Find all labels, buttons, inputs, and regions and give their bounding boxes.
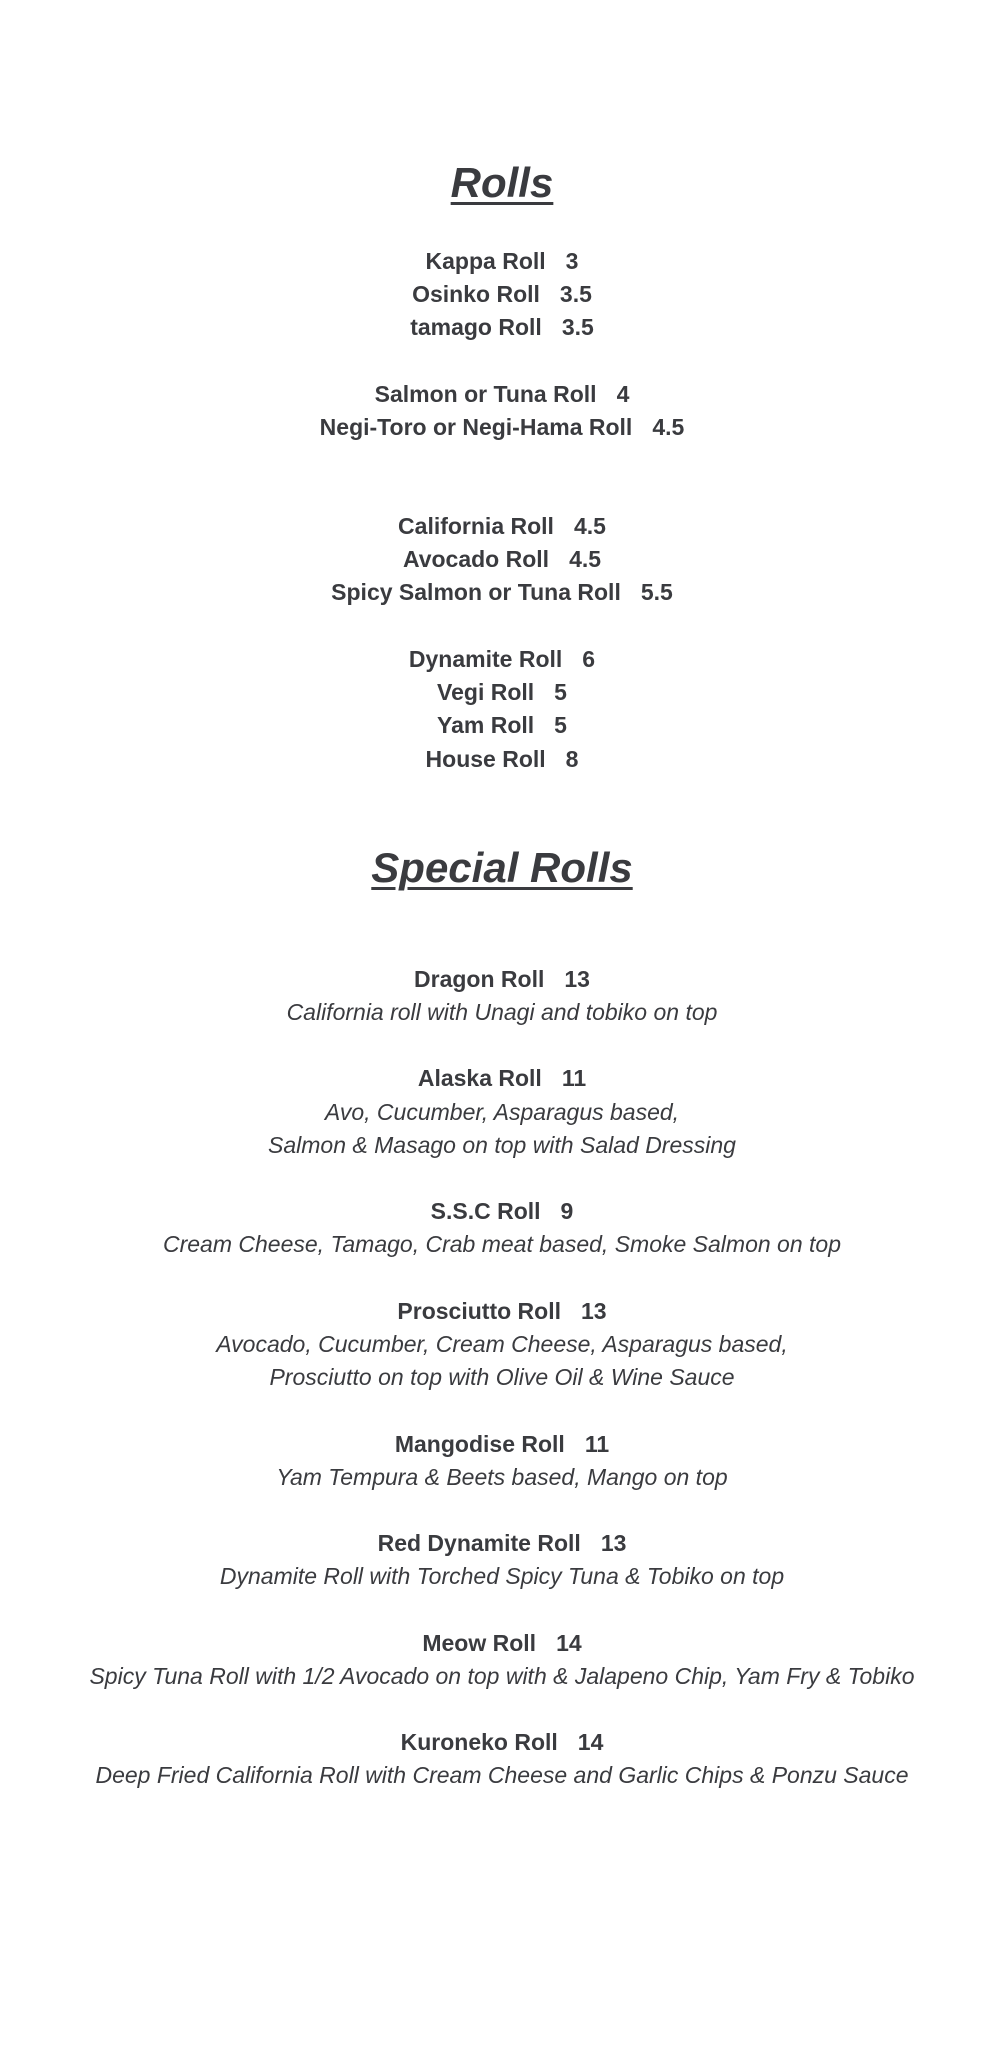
item-price: 13 <box>600 1530 627 1556</box>
item-name: Salmon or Tuna Roll <box>374 381 597 407</box>
item-price: 5 <box>554 712 567 738</box>
item-name: Dynamite Roll <box>408 646 563 672</box>
menu-item <box>0 246 1004 276</box>
item-name: Avocado Roll <box>402 546 550 572</box>
special-item-name <box>0 964 1004 994</box>
item-name: Kuroneko Roll <box>400 1729 558 1755</box>
rolls-heading: Rolls <box>450 159 554 206</box>
item-description: Yam Tempura & Beets based, Mango on top <box>276 1464 728 1490</box>
item-price: 4.5 <box>573 513 606 539</box>
special-item-name <box>0 1727 1004 1757</box>
item-name: Meow Roll <box>422 1630 537 1656</box>
item-name: Prosciutto Roll <box>397 1298 561 1324</box>
item-description: Cream Cheese, Tamago, Crab meat based, Smoke Salmon on top <box>162 1231 841 1257</box>
menu-item <box>0 577 1004 607</box>
menu-item <box>0 644 1004 674</box>
item-name: Spicy Salmon or Tuna Roll <box>331 579 621 605</box>
item-price: 3 <box>565 248 579 274</box>
item-price: 3.5 <box>559 281 592 307</box>
item-price: 3.5 <box>561 314 594 340</box>
item-price: 11 <box>584 1431 610 1457</box>
special-item-name <box>0 1528 1004 1558</box>
special-item-name <box>0 1296 1004 1326</box>
item-name: Dragon Roll <box>414 966 545 992</box>
special-item-name <box>0 1628 1004 1658</box>
menu-item <box>0 544 1004 574</box>
item-price: 5.5 <box>640 579 673 605</box>
item-description: Dynamite Roll with Torched Spicy Tuna & Tobiko on top <box>219 1563 785 1589</box>
item-price: 8 <box>565 746 579 772</box>
menu-item <box>0 710 1004 740</box>
item-description: Avocado, Cucumber, Cream Cheese, Asparagus based, <box>216 1331 788 1357</box>
menu-item <box>0 279 1004 309</box>
item-description: Prosciutto on top with Olive Oil & Wine Sauce <box>269 1364 735 1390</box>
item-price: 14 <box>577 1729 604 1755</box>
item-description: Deep Fried California Roll with Cream Cheese and Garlic Chips & Ponzu Sauce <box>95 1762 909 1788</box>
item-price: 6 <box>582 646 596 672</box>
item-description: California roll with Unagi and tobiko on top <box>286 999 718 1025</box>
menu-item <box>0 312 1004 342</box>
item-name: Negi-Toro or Negi-Hama Roll <box>319 414 633 440</box>
menu-item <box>0 677 1004 707</box>
item-price: 4.5 <box>569 546 602 572</box>
item-name: House Roll <box>425 746 546 772</box>
item-price: 13 <box>564 966 590 992</box>
item-name: Red Dynamite Roll <box>377 1530 581 1556</box>
special-item-name <box>0 1429 1004 1459</box>
item-description: Salmon & Masago on top with Salad Dressing <box>268 1132 736 1158</box>
menu-item <box>0 412 1004 442</box>
special-rolls-heading: Special Rolls <box>371 844 633 891</box>
item-price: 9 <box>560 1198 574 1224</box>
item-price: 4 <box>616 381 630 407</box>
menu-item <box>0 511 1004 541</box>
item-name: Kappa Roll <box>425 248 546 274</box>
item-price: 4.5 <box>652 414 685 440</box>
item-name: Osinko Roll <box>412 281 540 307</box>
item-name: Yam Roll <box>437 712 535 738</box>
item-price: 5 <box>554 679 567 705</box>
item-name: Vegi Roll <box>437 679 535 705</box>
item-description: Spicy Tuna Roll with 1/2 Avocado on top with & Jalapeno Chip, Yam Fry & Tobiko <box>89 1663 915 1689</box>
menu-item <box>0 744 1004 774</box>
item-price: 13 <box>580 1298 607 1324</box>
menu-item <box>0 379 1004 409</box>
special-item-name <box>0 1063 1004 1093</box>
item-price: 14 <box>556 1630 582 1656</box>
item-name: Mangodise Roll <box>394 1431 565 1457</box>
item-name: S.S.C Roll <box>430 1198 541 1224</box>
item-price: 11 <box>561 1065 587 1091</box>
item-name: tamago Roll <box>410 314 542 340</box>
special-item-name <box>0 1196 1004 1226</box>
item-name: California Roll <box>398 513 554 539</box>
item-name: Alaska Roll <box>417 1065 542 1091</box>
item-description: Avo, Cucumber, Asparagus based, <box>324 1099 680 1125</box>
